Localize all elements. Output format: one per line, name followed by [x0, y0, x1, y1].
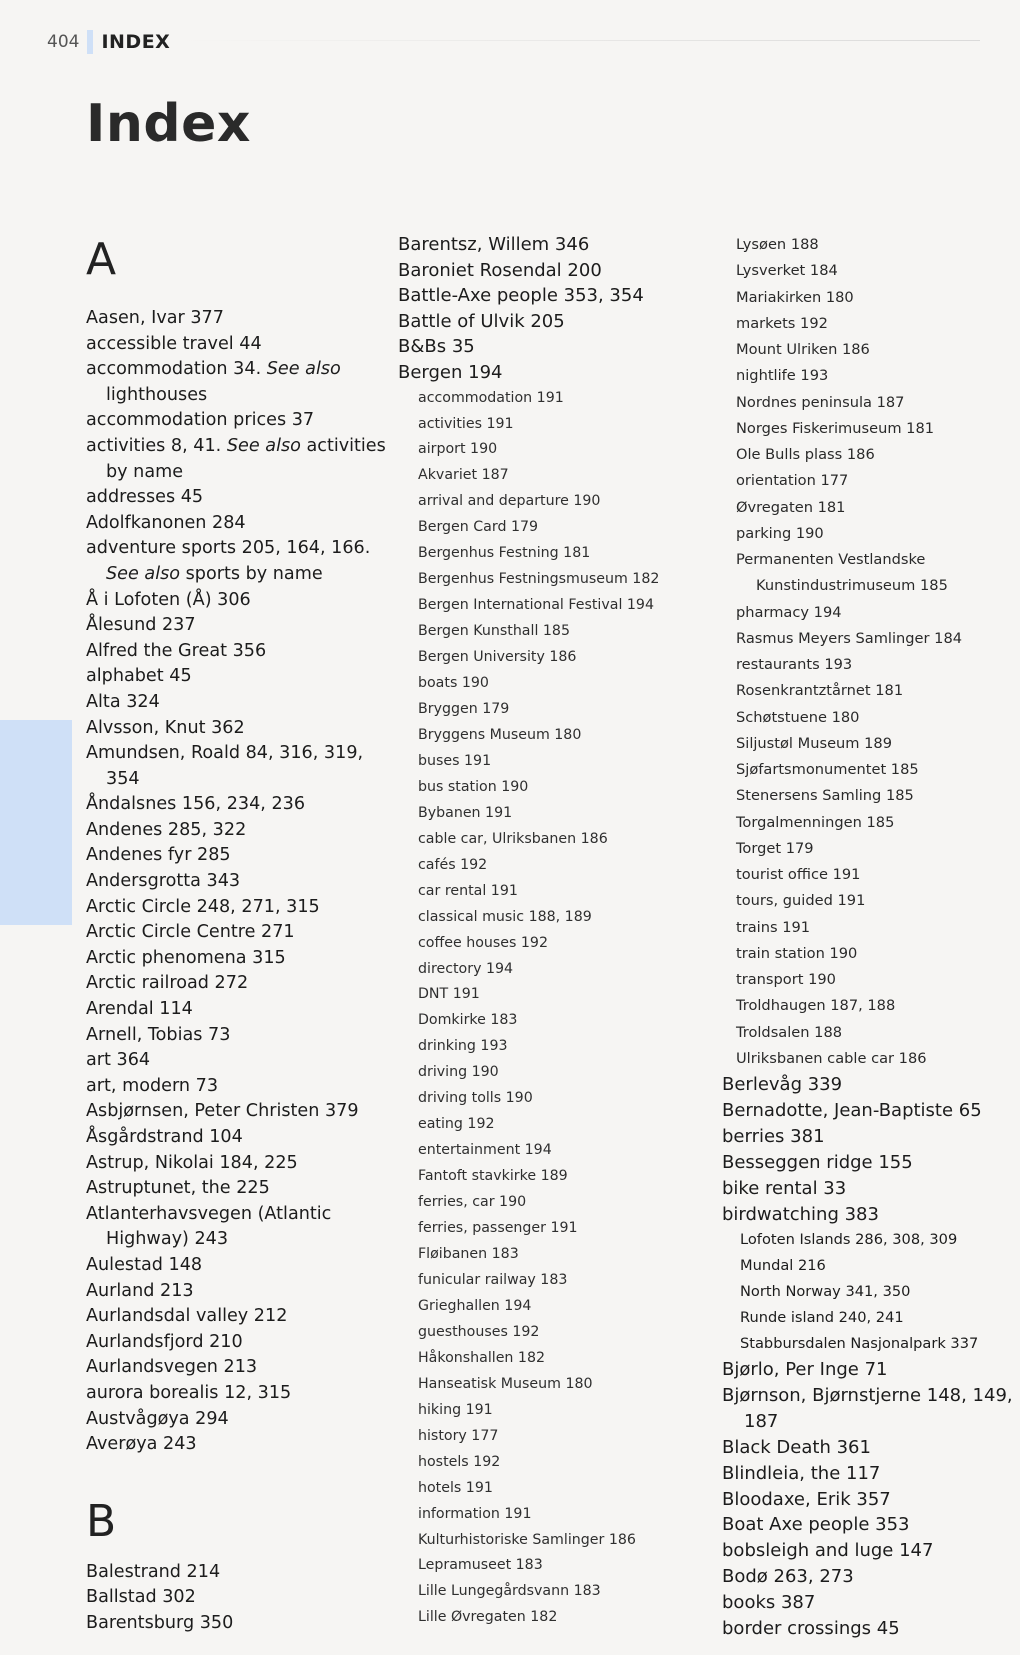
index-subentry: train station 190 [736, 944, 858, 962]
bergen-subentries [398, 386, 698, 1632]
index-entry: Barentsburg 350 [86, 1612, 234, 1633]
index-subentry: Lofoten Islands 286, 308, 309 [740, 1231, 958, 1249]
index-subentry: Bergenhus Festningsmuseum 182 [418, 571, 660, 588]
index-subentry: Bybanen 191 [418, 804, 513, 821]
index-entry: Astrup, Nikolai 184, 225 [86, 1152, 298, 1173]
index-entry: Å i Lofoten (Å) 306 [86, 589, 251, 610]
index-entry: Bernadotte, Jean-Baptiste 65 [722, 1099, 982, 1121]
index-subentry: coffee houses 192 [418, 934, 548, 951]
index-subentry: entertainment 194 [418, 1142, 552, 1159]
page-number: 404 [47, 32, 80, 52]
index-subentry: restaurants 193 [736, 656, 853, 673]
thumb-tab [0, 720, 72, 925]
index-subentry: Troldhaugen 187, 188 [736, 997, 896, 1015]
index-entry: Aurlandsvegen 213 [86, 1357, 258, 1378]
index-entry: birdwatching 383 [722, 1203, 879, 1225]
index-subentry: Torgalmenningen 185 [736, 813, 895, 831]
index-subentry: North Norway 341, 350 [740, 1283, 911, 1301]
index-entry: Arctic Circle 248, 271, 315 [86, 896, 320, 917]
index-subentry: Siljustøl Museum 189 [736, 734, 893, 752]
index-entry: Alta 324 [86, 691, 160, 712]
index-entry: Aulestad 148 [86, 1254, 203, 1275]
index-entry: alphabet 45 [86, 666, 192, 687]
index-entry: accommodation prices 37 [86, 410, 315, 431]
index-subentry: DNT 191 [418, 986, 480, 1003]
section-marker-bar [87, 30, 93, 54]
letter-heading-b: B [86, 1495, 117, 1547]
index-entry: Bloodaxe, Erik 357 [722, 1488, 891, 1510]
index-entry: Aurland 213 [86, 1280, 194, 1301]
index-subentry: ferries, car 190 [418, 1194, 527, 1211]
index-subentry: Øvregaten 181 [736, 498, 846, 516]
index-entry: B&Bs 35 [398, 336, 475, 358]
index-entry: Åsgårdstrand 104 [86, 1127, 243, 1147]
index-subentry: tourist office 191 [736, 866, 861, 883]
index-entry: aurora borealis 12, 315 [86, 1382, 292, 1403]
index-subentry: Rasmus Meyers Samlinger 184 [736, 629, 963, 647]
index-subentry: Lille Øvregaten 182 [418, 1609, 558, 1626]
index-subentry: Bryggen 179 [418, 701, 510, 717]
index-subentry: driving 190 [418, 1064, 499, 1081]
index-subentry: Bergen Kunsthall 185 [418, 623, 570, 640]
index-subentry: hiking 191 [418, 1401, 493, 1418]
index-subentry: bus station 190 [418, 778, 529, 795]
index-entry: art, modern 73 [86, 1075, 219, 1096]
index-subentry: Lysverket 184 [736, 262, 838, 280]
index-subentry: Kulturhistoriske Samlinger 186 [418, 1531, 636, 1548]
index-subentry: Bergen University 186 [418, 649, 577, 666]
index-subentry: buses 191 [418, 752, 492, 769]
index-entry: Arctic railroad 272 [86, 973, 249, 994]
index-entry: Bodø 263, 273 [722, 1566, 854, 1588]
index-entry: Alfred the Great 356 [86, 640, 267, 661]
index-entry: Battle-Axe people 353, 354 [398, 285, 644, 307]
index-entry: Bergen 194 [398, 361, 503, 383]
index-entry: Ballstad 302 [86, 1587, 196, 1608]
index-entry: Austvågøya 294 [86, 1408, 229, 1429]
index-subentry: classical music 188, 189 [418, 908, 592, 925]
index-subentry: transport 190 [736, 971, 836, 988]
bergen-subentries-continued [736, 232, 1016, 1072]
index-subentry: tours, guided 191 [736, 892, 866, 910]
index-subentry: markets 192 [736, 314, 828, 332]
index-entry: Aurlandsdal valley 212 [86, 1306, 288, 1327]
index-column-1 [86, 234, 386, 1637]
index-subentry: hostels 192 [418, 1453, 501, 1470]
index-subentry: Akvariet 187 [418, 467, 509, 484]
index-subentry: Rosenkrantztårnet 181 [736, 682, 904, 700]
index-entry: Battle of Ulvik 205 [398, 310, 565, 332]
index-entry: bike rental 33 [722, 1177, 847, 1199]
index-entry: Berlevåg 339 [722, 1074, 843, 1095]
page-title: Index [86, 94, 251, 154]
index-subentry: Håkonshallen 182 [418, 1349, 546, 1366]
index-subentry: Mariakirken 180 [736, 288, 854, 306]
index-entry: books 387 [722, 1592, 816, 1614]
index-entry: Averøya 243 [86, 1434, 197, 1455]
index-subentry: Stenersens Samling 185 [736, 787, 914, 805]
index-subentry: Lepramuseet 183 [418, 1557, 543, 1574]
index-entry: Alvsson, Knut 362 [86, 717, 245, 738]
index-subentry: hotels 191 [418, 1479, 493, 1496]
index-entry: Adolfkanonen 284 [86, 512, 246, 533]
index-subentry: activities 191 [418, 415, 514, 432]
index-subentry: Ole Bulls plass 186 [736, 446, 875, 463]
header-rule [180, 40, 980, 41]
index-subentry: Domkirke 183 [418, 1012, 518, 1029]
index-entry: Ålesund 237 [86, 615, 196, 636]
index-entry: Bjørlo, Per Inge 71 [722, 1358, 888, 1380]
index-subentry: cafés 192 [418, 856, 488, 873]
index-subentry: Troldsalen 188 [736, 1023, 843, 1041]
index-subentry: Stabbursdalen Nasjonalpark 337 [740, 1335, 979, 1353]
index-entry: Barentsz, Willem 346 [398, 234, 590, 255]
index-subentry: arrival and departure 190 [418, 493, 601, 510]
index-subentry: directory 194 [418, 960, 514, 977]
index-entry: bobsleigh and luge 147 [722, 1540, 934, 1562]
index-entry: Baroniet Rosendal 200 [398, 259, 602, 281]
index-entry: Black Death 361 [722, 1436, 871, 1458]
index-entry: Aasen, Ivar 377 [86, 308, 224, 328]
index-subentry: Bergenhus Festning 181 [418, 545, 591, 562]
index-subentry: Ulriksbanen cable car 186 [736, 1049, 927, 1067]
index-subentry: parking 190 [736, 524, 824, 542]
index-subentry: Sjøfartsmonumentet 185 [736, 761, 919, 778]
index-subentry: cable car, Ulriksbanen 186 [418, 830, 608, 847]
index-subentry: pharmacy 194 [736, 603, 842, 621]
index-subentry: driving tolls 190 [418, 1090, 533, 1107]
index-subentry: history 177 [418, 1427, 499, 1444]
index-subentry: Lysøen 188 [736, 236, 819, 253]
index-entry: Arctic phenomena 315 [86, 947, 286, 968]
index-subentry: boats 190 [418, 675, 489, 692]
index-subentry: Fantoft stavkirke 189 [418, 1168, 568, 1185]
index-subentry: Nordnes peninsula 187 [736, 393, 905, 411]
index-subentry: Mundal 216 [740, 1257, 826, 1275]
section-b-list [86, 1560, 386, 1637]
index-subentry: Lille Lungegårdsvann 183 [418, 1583, 601, 1600]
index-entry: addresses 45 [86, 487, 204, 508]
index-subentry: Fløibanen 183 [418, 1246, 519, 1263]
index-column-2 [398, 232, 698, 1631]
index-entry: Åndalsnes 156, 234, 236 [86, 794, 306, 815]
index-subentry: Grieghallen 194 [418, 1297, 532, 1314]
index-entry: Astruptunet, the 225 [86, 1178, 270, 1199]
index-entry: Balestrand 214 [86, 1561, 221, 1582]
index-subentry: Bergen Card 179 [418, 519, 539, 536]
index-subentry: eating 192 [418, 1116, 495, 1133]
index-entry: Boat Axe people 353 [722, 1514, 910, 1536]
index-entry: Andersgrotta 343 [86, 871, 241, 892]
index-subentry: Bergen International Festival 194 [418, 597, 654, 614]
index-subentry: funicular railway 183 [418, 1271, 568, 1288]
index-entry: berries 381 [722, 1125, 825, 1147]
index-subentry: information 191 [418, 1505, 532, 1522]
index-entry: adventure sports 205, 164, 166. See also sports by name [86, 538, 371, 584]
index-subentry: guesthouses 192 [418, 1323, 540, 1340]
index-subentry: nightlife 193 [736, 367, 829, 385]
index-entry: Besseggen ridge 155 [722, 1151, 913, 1173]
index-entry: Arendal 114 [86, 999, 193, 1020]
index-entry: Arctic Circle Centre 271 [86, 922, 295, 943]
index-entry: Blindleia, the 117 [722, 1462, 881, 1484]
index-entry: accessible travel 44 [86, 333, 262, 354]
index-entry: Andenes fyr 285 [86, 845, 231, 866]
index-entry: activities 8, 41. See also activities by name [86, 435, 386, 482]
index-entry: art 364 [86, 1050, 151, 1071]
index-entry: accommodation 34. See also lighthouses [86, 359, 341, 405]
index-subentry: Norges Fiskerimuseum 181 [736, 419, 935, 437]
section-a-list [86, 306, 386, 1458]
index-subentry: Permanenten Vestlandske Kunstindustrimuseum 185 [736, 551, 948, 595]
running-head-label: INDEX [101, 31, 171, 53]
index-subentry: drinking 193 [418, 1038, 508, 1055]
index-subentry: ferries, passenger 191 [418, 1220, 578, 1237]
index-subentry: orientation 177 [736, 472, 849, 490]
index-column-3 [722, 232, 1016, 1642]
index-subentry: Runde island 240, 241 [740, 1309, 904, 1327]
index-subentry: accommodation 191 [418, 389, 564, 406]
index-entry: Asbjørnsen, Peter Christen 379 [86, 1101, 359, 1122]
index-entry: Aurlandsfjord 210 [86, 1331, 243, 1352]
index-entry: Bjørnson, Bjørnstjerne 148, 149, 187 [722, 1384, 1013, 1432]
index-subentry: car rental 191 [418, 882, 518, 899]
index-subentry: Torget 179 [736, 839, 814, 857]
b-entries [722, 1072, 1016, 1642]
letter-heading-a: A [86, 234, 117, 285]
birdwatching-subentries [722, 1227, 1016, 1357]
index-entry: Atlanterhavsvegen (Atlantic Highway) 243 [86, 1203, 332, 1250]
index-subentry: Hanseatisk Museum 180 [418, 1375, 593, 1392]
index-subentry: trains 191 [736, 918, 811, 936]
index-subentry: Mount Ulriken 186 [736, 341, 870, 358]
index-subentry: Schøtstuene 180 [736, 708, 860, 726]
index-entry: Amundsen, Roald 84, 316, 319, 354 [86, 743, 364, 789]
index-subentry: airport 190 [418, 441, 498, 458]
index-entry: Andenes 285, 322 [86, 819, 247, 840]
index-entry: Arnell, Tobias 73 [86, 1024, 231, 1045]
index-entry: border crossings 45 [722, 1618, 900, 1640]
running-head [47, 30, 170, 54]
index-subentry: Bryggens Museum 180 [418, 726, 582, 743]
